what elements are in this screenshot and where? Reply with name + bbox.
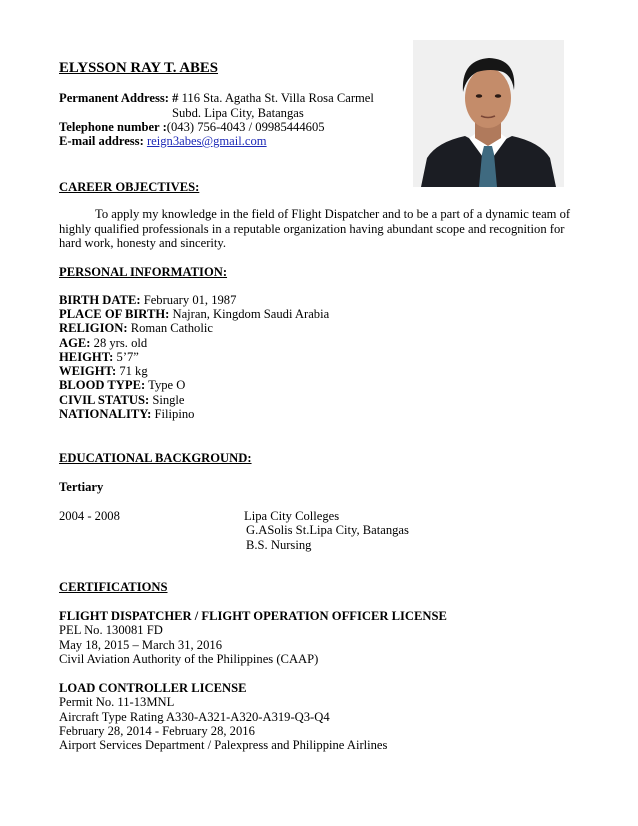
height-value: 5’7” [116,350,139,364]
education-school: Lipa City Colleges [244,509,340,523]
certification-title: FLIGHT DISPATCHER / FLIGHT OPERATION OFFICER LICENSE [59,609,447,623]
phone-label: Telephone number : [59,120,167,134]
address-value: 116 Sta. Agatha St. Villa Rosa Carmel [181,91,374,105]
religion-value: Roman Catholic [130,321,213,335]
personal-item-nationality [59,407,194,422]
birth-date-value: February 01, 1987 [143,293,237,307]
weight-value: 71 kg [119,364,148,378]
birth-date-label: BIRTH DATE: [59,293,141,307]
address-line-1 [59,91,374,106]
personal-item-age [59,336,147,351]
education-degree: B.S. Nursing [246,538,312,552]
career-objectives-heading: CAREER OBJECTIVES: [59,180,200,194]
civil-status-value: Single [152,393,185,407]
certification-title: LOAD CONTROLLER LICENSE [59,681,247,695]
civil-status-label: CIVIL STATUS: [59,393,150,407]
address-line-2: Subd. Lipa City, Batangas [172,106,304,120]
blood-type-label: BLOOD TYPE: [59,378,146,392]
personal-item-height [59,350,139,365]
phone-value: (043) 756-4043 / 09985444605 [166,120,325,134]
weight-label: WEIGHT: [59,364,117,378]
personal-item-birth-date [59,293,236,308]
phone-line [59,120,325,135]
personal-item-religion [59,321,213,336]
certification-detail: Airport Services Department / Palexpress and Philippine Airlines [59,738,388,752]
height-label: HEIGHT: [59,350,114,364]
email-label: E-mail address: [59,134,144,148]
place-of-birth-value: Najran, Kingdom Saudi Arabia [172,307,330,321]
age-label: AGE: [59,336,91,350]
career-objectives-text [59,207,575,251]
personal-information-heading: PERSONAL INFORMATION: [59,265,228,279]
email-link[interactable]: reign3abes@gmail.com [146,134,267,148]
career-objectives-body: To apply my knowledge in the field of Flight Dispatcher and to be a part of a dynamic team of highly qualified professionals in a reputable organization having abundant scope and recognition for hard work, honesty and sincerity. [59,207,571,251]
certification-detail: PEL No. 130081 FD [59,623,163,637]
nationality-value: Filipino [154,407,195,421]
education-level: Tertiary [59,480,104,494]
educational-background-heading: EDUCATIONAL BACKGROUND: [59,451,252,465]
certification-detail: Civil Aviation Authority of the Philippines (CAAP) [59,652,319,666]
address-label: Permanent Address: # [59,91,179,105]
personal-item-place-of-birth [59,307,329,322]
nationality-label: NATIONALITY: [59,407,152,421]
certification-detail: February 28, 2014 - February 28, 2016 [59,724,255,738]
certification-detail: Aircraft Type Rating A330-A321-A320-A319-Q3-Q4 [59,710,330,724]
applicant-name: ELYSSON RAY T. ABES [59,60,219,76]
certification-detail: May 18, 2015 – March 31, 2016 [59,638,222,652]
personal-item-weight [59,364,148,379]
education-years: 2004 - 2008 [59,509,120,523]
email-line [59,134,267,149]
personal-item-civil-status [59,393,185,408]
religion-label: RELIGION: [59,321,128,335]
profile-photo [413,40,564,187]
education-school-address: G.ASolis St.Lipa City, Batangas [246,523,409,537]
certifications-heading: CERTIFICATIONS [59,580,168,594]
personal-item-blood-type [59,378,185,393]
age-value: 28 yrs. old [93,336,148,350]
profile-photo-illustration [413,40,564,187]
certification-detail: Permit No. 11-13MNL [59,695,175,709]
blood-type-value: Type O [148,378,186,392]
place-of-birth-label: PLACE OF BIRTH: [59,307,170,321]
